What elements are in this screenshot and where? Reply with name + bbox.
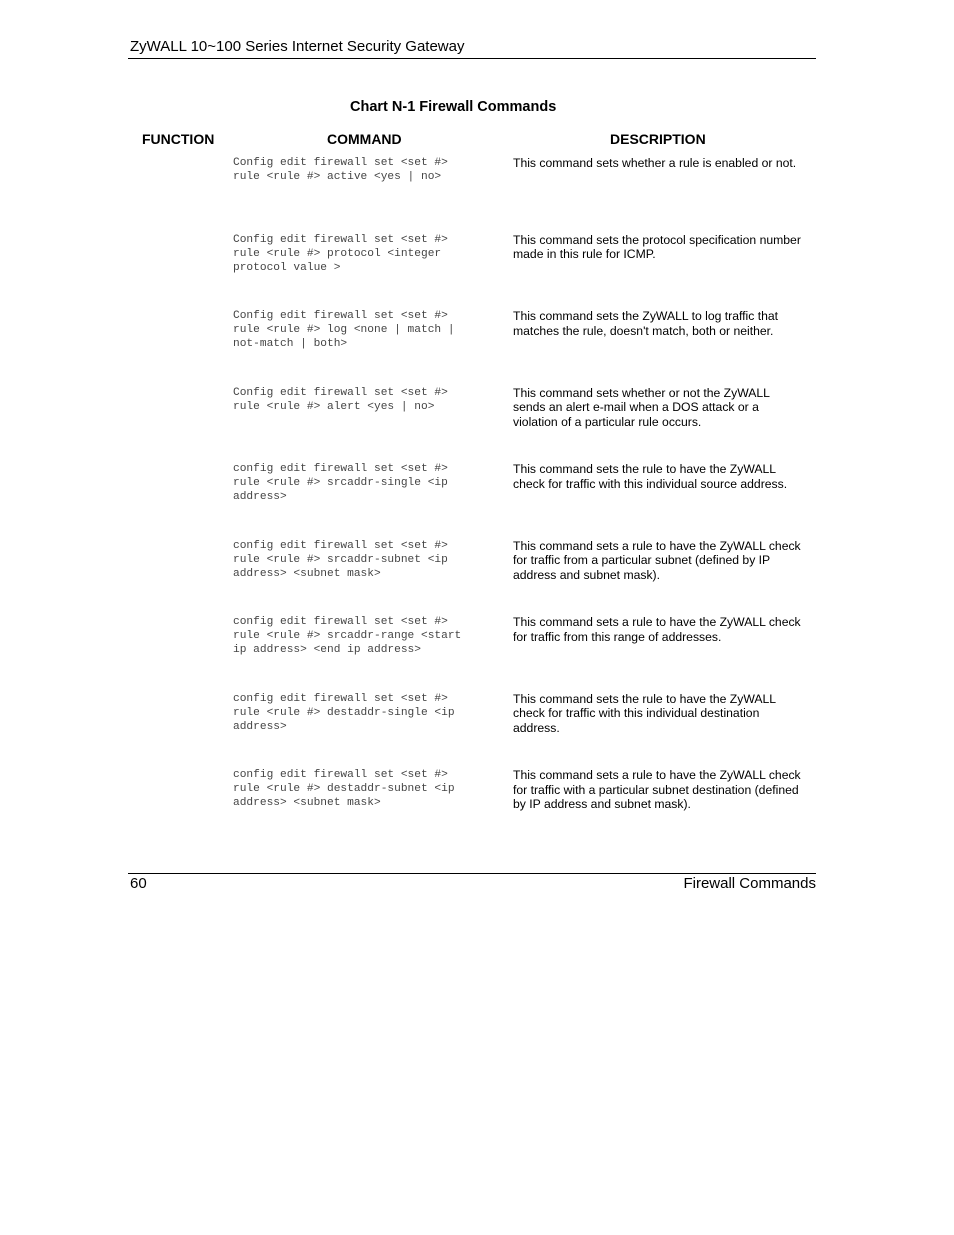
table-row — [0, 615, 954, 692]
firewall-commands-table — [0, 156, 954, 845]
column-header-function: FUNCTION — [142, 131, 215, 147]
description-cell: This command sets the rule to have the ZyWALL check for traffic with this individual source address. — [513, 462, 788, 491]
table-row — [0, 386, 954, 463]
description-cell: This command sets a rule to have the ZyWALL check for traffic from this range of addresses. — [513, 615, 801, 644]
table-row — [0, 156, 954, 233]
description-cell: This command sets the protocol specification number made in this rule for ICMP. — [513, 232, 801, 261]
description-cell: This command sets the ZyWALL to log traffic that matches the rule, doesn't match, both or neither. — [513, 309, 779, 338]
page-number: 60 — [130, 875, 147, 892]
command-cell: Config edit firewall set <set #> rule <rule #> active <yes | no> — [233, 157, 448, 184]
command-cell: Config edit firewall set <set #> rule <rule #> alert <yes | no> — [233, 386, 448, 413]
description-cell: This command sets whether a rule is enabled or not. — [513, 156, 797, 170]
description-cell: This command sets a rule to have the ZyWALL check for traffic with a particular subnet destination (defined by IP address and subnet mask). — [513, 768, 801, 811]
footer-section-title: Firewall Commands — [683, 875, 816, 892]
command-cell: Config edit firewall set <set #> rule <rule #> protocol <integer protocol value > — [233, 233, 448, 274]
table-row — [0, 233, 954, 310]
page-header-title: ZyWALL 10~100 Series Internet Security Gateway — [130, 38, 465, 55]
command-cell: config edit firewall set <set #> rule <rule #> destaddr-subnet <ip address> <subnet mask> — [233, 769, 455, 810]
column-header-description: DESCRIPTION — [610, 131, 706, 147]
header-divider — [128, 58, 816, 59]
description-cell: This command sets whether or not the ZyWALL sends an alert e-mail when a DOS attack or a violation of a particular rule occurs. — [513, 385, 770, 429]
table-row — [0, 462, 954, 539]
command-cell: config edit firewall set <set #> rule <rule #> srcaddr-range <start ip address> <end ip address> — [233, 616, 462, 657]
table-row — [0, 539, 954, 616]
table-row — [0, 692, 954, 769]
command-cell: config edit firewall set <set #> rule <rule #> destaddr-single <ip address> — [233, 692, 455, 733]
table-row — [0, 768, 954, 845]
table-row — [0, 309, 954, 386]
footer-divider — [128, 873, 816, 874]
description-cell: This command sets a rule to have the ZyWALL check for traffic from a particular subnet (defined by IP address and subnet mask). — [513, 538, 801, 582]
description-cell: This command sets the rule to have the ZyWALL check for traffic with this individual destination address. — [513, 691, 776, 735]
command-cell: Config edit firewall set <set #> rule <rule #> log <none | match | not-match | both> — [233, 310, 455, 351]
column-header-command: COMMAND — [327, 131, 402, 147]
chart-title: Chart N-1 Firewall Commands — [350, 99, 557, 115]
command-cell: config edit firewall set <set #> rule <rule #> srcaddr-single <ip address> — [233, 463, 448, 504]
command-cell: config edit firewall set <set #> rule <rule #> srcaddr-subnet <ip address> <subnet mask> — [233, 539, 448, 580]
